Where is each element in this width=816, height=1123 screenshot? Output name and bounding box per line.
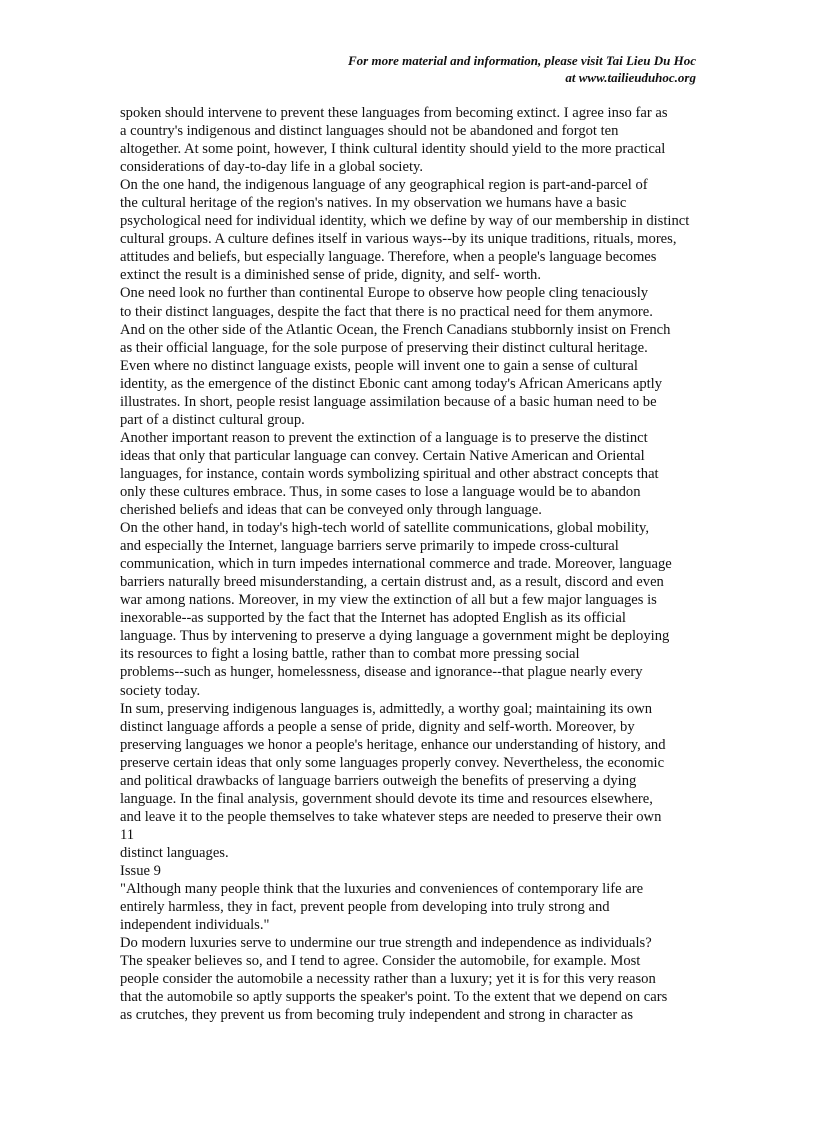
text-line: part of a distinct cultural group. [120,411,305,428]
text-line: considerations of day-to-day life in a global society. [120,159,423,176]
text-line: people consider the automobile a necessity rather than a luxury; yet it is for this very reason [120,971,656,988]
text-line: cultural groups. A culture defines itself in various ways--by its unique traditions, rituals, mores, [120,231,677,248]
header-line-1: For more material and information, please visit Tai Lieu Du Hoc [347,53,696,68]
text-line: Issue 9 [120,862,161,879]
document-body [120,104,720,1024]
text-line: as their official language, for the sole purpose of preserving their distinct cultural heritage. [120,339,648,356]
text-line: independent individuals." [120,917,270,934]
text-line: entirely harmless, they in fact, prevent people from developing into truly strong and [120,899,610,916]
text-line: the cultural heritage of the region's natives. In my observation we humans have a basic [120,195,627,212]
text-line: Another important reason to prevent the extinction of a language is to preserve the distinct [120,429,648,446]
text-line: language. Thus by intervening to preserve a dying language a government might be deploying [120,628,670,645]
page-header [348,52,696,86]
header-line-2: at www.tailieuduhoc.org [565,70,696,85]
text-line: languages, for instance, contain words symbolizing spiritual and other abstract concepts that [120,465,659,482]
text-line: Do modern luxuries serve to undermine our true strength and independence as individuals? [120,935,652,952]
text-line: society today. [120,682,201,699]
text-line: preserving languages we honor a people's heritage, enhance our understanding of history, and [120,736,666,753]
text-line: and leave it to the people themselves to take whatever steps are needed to preserve their own [120,808,662,825]
text-line: altogether. At some point, however, I think cultural identity should yield to the more practical [120,141,666,158]
text-line: ideas that only that particular language can convey. Certain Native American and Oriental [120,447,645,464]
text-line: extinct the result is a diminished sense of pride, dignity, and self- worth. [120,267,541,284]
text-line: spoken should intervene to prevent these languages from becoming extinct. I agree inso far as [120,105,668,121]
text-line: attitudes and beliefs, but especially language. Therefore, when a people's language becomes [120,249,657,266]
text-line: illustrates. In short, people resist language assimilation because of a basic human need to be [120,393,657,410]
text-line: barriers naturally breed misunderstanding, a certain distrust and, as a result, discord and even [120,574,664,591]
text-line: One need look no further than continental Europe to observe how people cling tenaciously [120,285,649,302]
text-line: its resources to fight a losing battle, rather than to combat more pressing social [120,646,580,663]
text-line: a country's indigenous and distinct languages should not be abandoned and forgot ten [120,123,619,140]
text-line: that the automobile so aptly supports the speaker's point. To the extent that we depend on cars [120,989,668,1006]
text-line: preserve certain ideas that only some languages properly convey. Nevertheless, the economic [120,754,665,771]
text-line: to their distinct languages, despite the fact that there is no practical need for them anymore. [120,303,653,320]
text-line: war among nations. Moreover, in my view the extinction of all but a few major languages is [120,592,657,609]
text-line: In sum, preserving indigenous languages is, admittedly, a worthy goal; maintaining its own [120,700,653,717]
text-line: On the other hand, in today's high-tech world of satellite communications, global mobility, [120,520,649,537]
text-line: cherished beliefs and ideas that can be conveyed only through language. [120,502,542,519]
text-line: distinct language affords a people a sense of pride, dignity and self-worth. Moreover, by [120,718,635,735]
text-line: communication, which in turn impedes international commerce and trade. Moreover, language [120,556,672,573]
text-line: The speaker believes so, and I tend to agree. Consider the automobile, for example. Most [120,953,641,970]
text-line: problems--such as hunger, homelessness, disease and ignorance--that plague nearly every [120,664,643,681]
text-line: as crutches, they prevent us from becoming truly independent and strong in character as [120,1007,634,1024]
text-line: On the one hand, the indigenous language of any geographical region is part-and-parcel of [120,177,648,194]
text-line: And on the other side of the Atlantic Ocean, the French Canadians stubbornly insist on French [120,321,671,338]
text-line: inexorable--as supported by the fact that the Internet has adopted English as its official [120,610,626,627]
text-line: "Although many people think that the luxuries and conveniences of contemporary life are [120,881,644,898]
text-line: and political drawbacks of language barriers outweigh the benefits of preserving a dying [120,772,637,789]
text-line: language. In the final analysis, government should devote its time and resources elsewhere, [120,790,653,807]
text-line: and especially the Internet, language barriers serve primarily to impede cross-cultural [120,538,619,555]
text-line: identity, as the emergence of the distinct Ebonic cant among today's African Americans aptly [120,375,663,392]
text-line: Even where no distinct language exists, people will invent one to gain a sense of cultural [120,357,638,374]
text-line: distinct languages. [120,844,229,861]
text-line: 11 [120,826,135,843]
text-line: psychological need for individual identity, which we define by way of our membership in distinct [120,213,690,230]
text-line: only these cultures embrace. Thus, in some cases to lose a language would be to abandon [120,483,641,500]
